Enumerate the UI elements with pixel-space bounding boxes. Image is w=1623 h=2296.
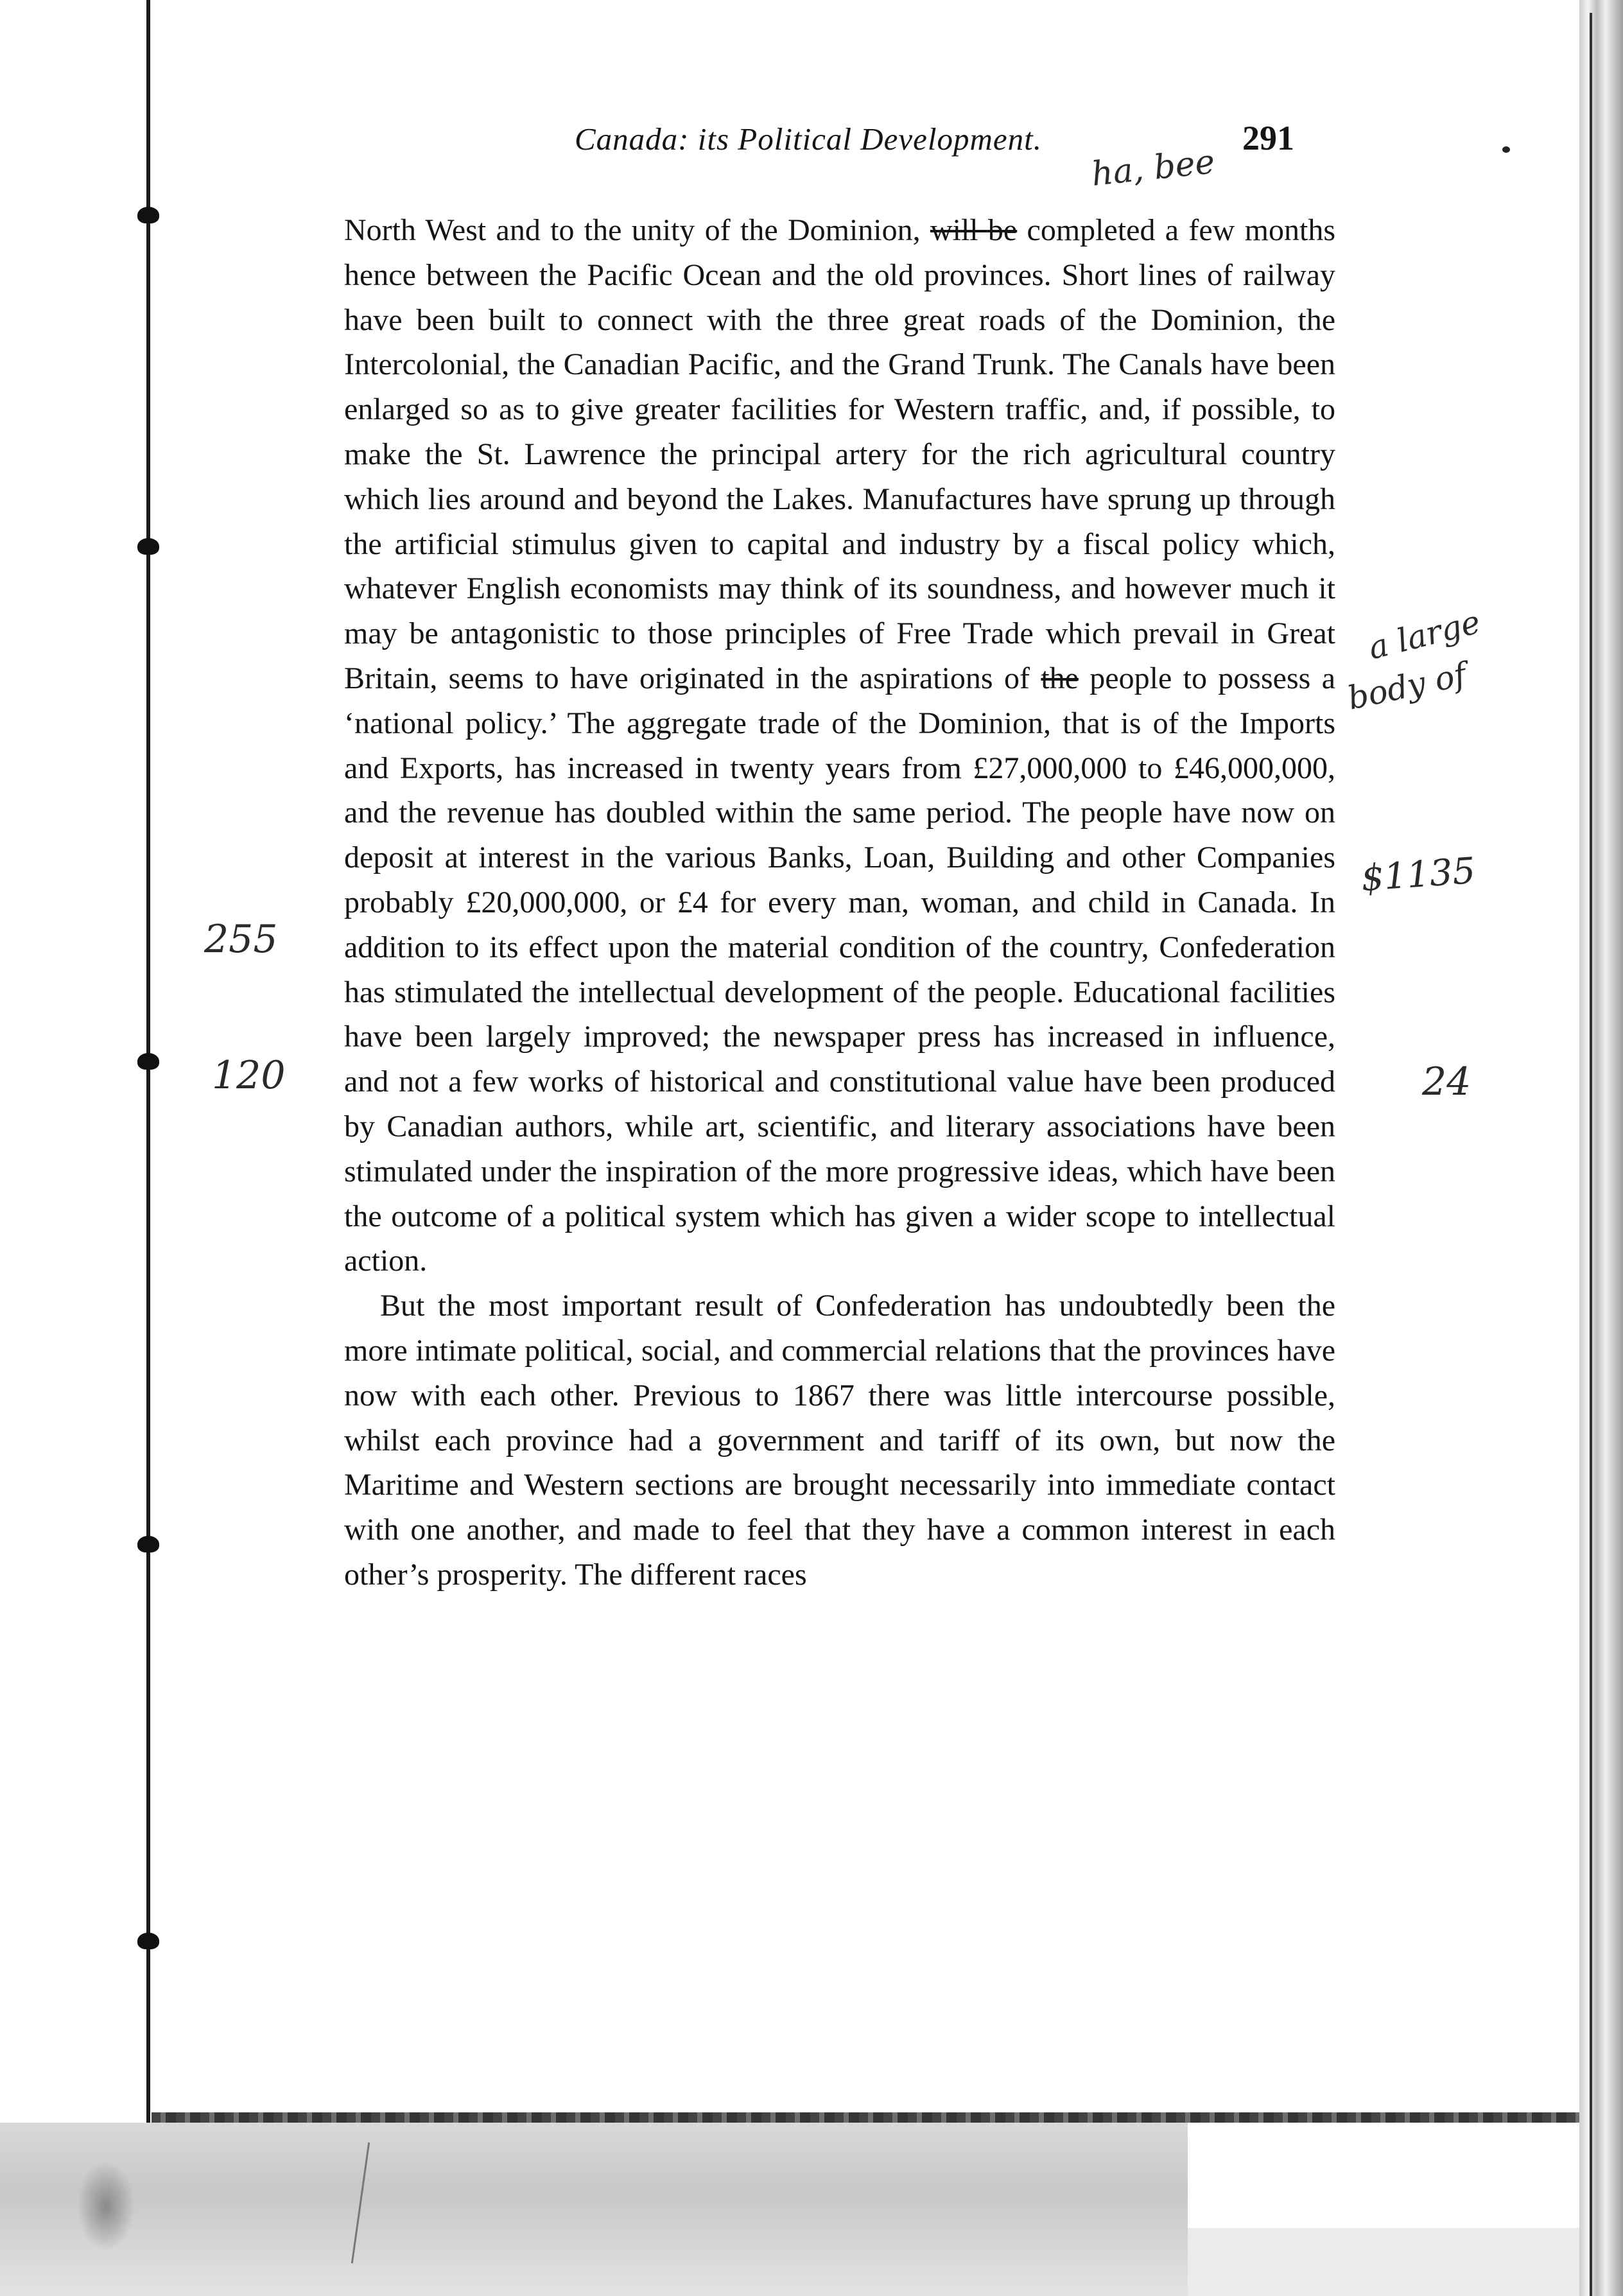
- bottom-strip-right: [1188, 2228, 1579, 2296]
- binding-stitch: [137, 1536, 159, 1552]
- margin-note-120: 120: [212, 1053, 286, 1098]
- paragraph-2: But the most important result of Confederation has undoubtedly been the more intimate political, social, and commercial relations that the provinces have now with each other. Previous to 1867 there was little intercourse possible, whilst each province had a government and tariff of its own, but now the Maritime and Western sections are brought necessarily into immediate contact with one another, and made to feel that they have a common interest in each other’s prosperity. The different races: [344, 1289, 1335, 1592]
- binding-stitch: [137, 1933, 159, 1949]
- bottom-strip: [0, 2123, 1188, 2296]
- paragraph-1: North West and to the unity of the Dominion, will be completed a few months hence between the Pacific Ocean and the old provinces. Short lines of railway have been built to connect with the three great roads of the Dominion, the Intercolonial, the Canadian Pacific, and the Grand Trunk. The Canals have been enlarged so as to give greater facilities for Western traffic, and, if possible, to make the St. Lawrence the principal artery for the rich agricultural country which lies around and beyond the Lakes. Manufactures have sprung up through the artificial stimulus given to capital and industry by a fiscal policy which, whatever English economists may think of its soundness, and however much it may be antagonistic to those principles of Free Trade which prevail in Great Britain, seems to have originated in the aspirations of the people to possess a ‘national policy.’ The aggregate trade of the Dominion, that is of the Imports and Exports, has increased in twenty years from £27,000,000 to £46,000,000, and the revenue has doubled within the same period. The people have now on deposit at interest in the various Banks, Loan, Building and other Companies probably £20,000,000, or £4 for every man, woman, and child in Canada. In addition to its effect upon the material condition of the country, Confederation has stimulated the intellectual development of the people. Educational facilities have been largely improved; the newspaper press has increased in influence, and not a few works of historical and constitutional value have been produced by Canadian authors, while art, scientific, and literary associations have been stimulated under the inspiration of the more progressive ideas, which have been the outcome of a political system which has given a wider scope to intellectual action.: [344, 213, 1336, 1278]
- page-edge-rule: [1590, 13, 1592, 2296]
- margin-note-amount: $1135: [1359, 849, 1477, 900]
- scan-scratch: [351, 2143, 370, 2264]
- margin-note-body-of: body of: [1344, 656, 1470, 717]
- struck-text: will be: [930, 213, 1018, 247]
- margin-note-24: 24: [1422, 1059, 1471, 1104]
- running-title: Canada: its Political Development.: [575, 121, 1043, 157]
- margin-note-255: 255: [204, 917, 278, 962]
- scan-smudge: [77, 2161, 135, 2251]
- binding-stitch: [137, 1053, 159, 1070]
- binding-stitch: [137, 207, 159, 223]
- binding-stitch: [137, 538, 159, 555]
- margin-note-large: a large: [1364, 603, 1484, 667]
- margin-note-insert: ha, bee: [1089, 143, 1217, 194]
- page-number: 291: [1242, 119, 1294, 157]
- struck-text: the: [1041, 661, 1079, 695]
- ink-dot: [1502, 146, 1510, 153]
- body-text: [344, 208, 1335, 1597]
- bottom-fold: [152, 2112, 1579, 2123]
- page-edge: [1579, 0, 1623, 2296]
